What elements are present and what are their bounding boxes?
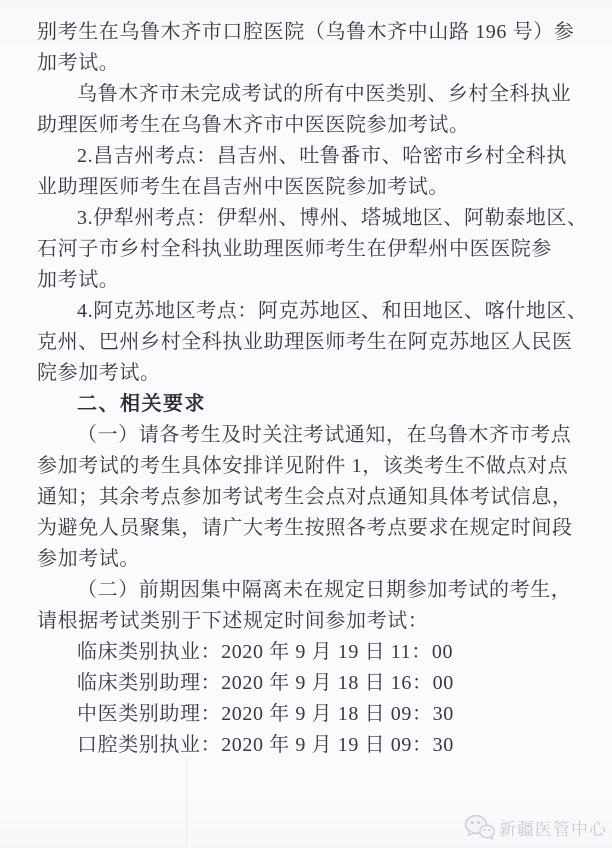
text-line: 通知；其余考点参加考试考生会点对点通知具体考试信息， bbox=[37, 486, 573, 508]
watermark-label: 新疆医管中心 bbox=[499, 820, 607, 839]
text-line: 加考试。 bbox=[37, 52, 120, 74]
text-line: 为避免人员聚集，请广大考生按照各考点要求在规定时间段 bbox=[37, 517, 573, 539]
text-line: 临床类别执业：2020 年 9 月 19 日 11：00 bbox=[77, 641, 454, 663]
text-line: （二）前期因集中隔离未在规定日期参加考试的考生， bbox=[77, 579, 572, 601]
text-line: 克州、巴州乡村全科执业助理医师考生在阿克苏地区人民医 bbox=[37, 331, 573, 353]
document-text bbox=[37, 17, 588, 761]
text-line: 4.阿克苏地区考点：阿克苏地区、和田地区、喀什地区、 bbox=[77, 300, 588, 322]
text-line: 中医类别助理：2020 年 9 月 18 日 09：30 bbox=[77, 703, 454, 725]
wechat-watermark bbox=[464, 814, 607, 841]
text-line: 助理医师考生在乌鲁木齐市中医医院参加考试。 bbox=[37, 114, 470, 136]
text-line: 2.昌吉州考点：昌吉州、吐鲁番市、哈密市乡村全科执 bbox=[77, 145, 567, 167]
text-line: 业助理医师考生在昌吉州中医医院参加考试。 bbox=[37, 176, 449, 198]
text-line: 二、相关要求 bbox=[77, 393, 206, 415]
text-line: 3.伊犁州考点：伊犁州、博州、塔城地区、阿勒泰地区、 bbox=[77, 207, 588, 229]
text-line: 加考试。 bbox=[37, 269, 120, 291]
text-line: 别考生在乌鲁木齐市口腔医院（乌鲁木齐中山路 196 号）参 bbox=[37, 21, 575, 43]
text-line: （一）请各考生及时关注考试通知，在乌鲁木齐市考点 bbox=[77, 424, 572, 446]
text-line: 参加考试。 bbox=[37, 548, 140, 570]
text-line: 院参加考试。 bbox=[37, 362, 161, 384]
text-line: 请根据考试类别于下述规定时间参加考试： bbox=[37, 610, 429, 632]
text-line: 石河子市乡村全科执业助理医师考生在伊犁州中医医院参 bbox=[37, 238, 552, 260]
text-line: 参加考试的考生具体安排详见附件 1，该类考生不做点对点 bbox=[37, 455, 569, 477]
wechat-icon bbox=[464, 814, 495, 841]
scan-artifact-line bbox=[186, 756, 187, 848]
text-line: 临床类别助理：2020 年 9 月 18 日 16：00 bbox=[77, 672, 454, 694]
text-line: 口腔类别执业：2020 年 9 月 19 日 09：30 bbox=[77, 734, 454, 756]
text-line: 乌鲁木齐市未完成考试的所有中医类别、乡村全科执业 bbox=[77, 83, 572, 105]
